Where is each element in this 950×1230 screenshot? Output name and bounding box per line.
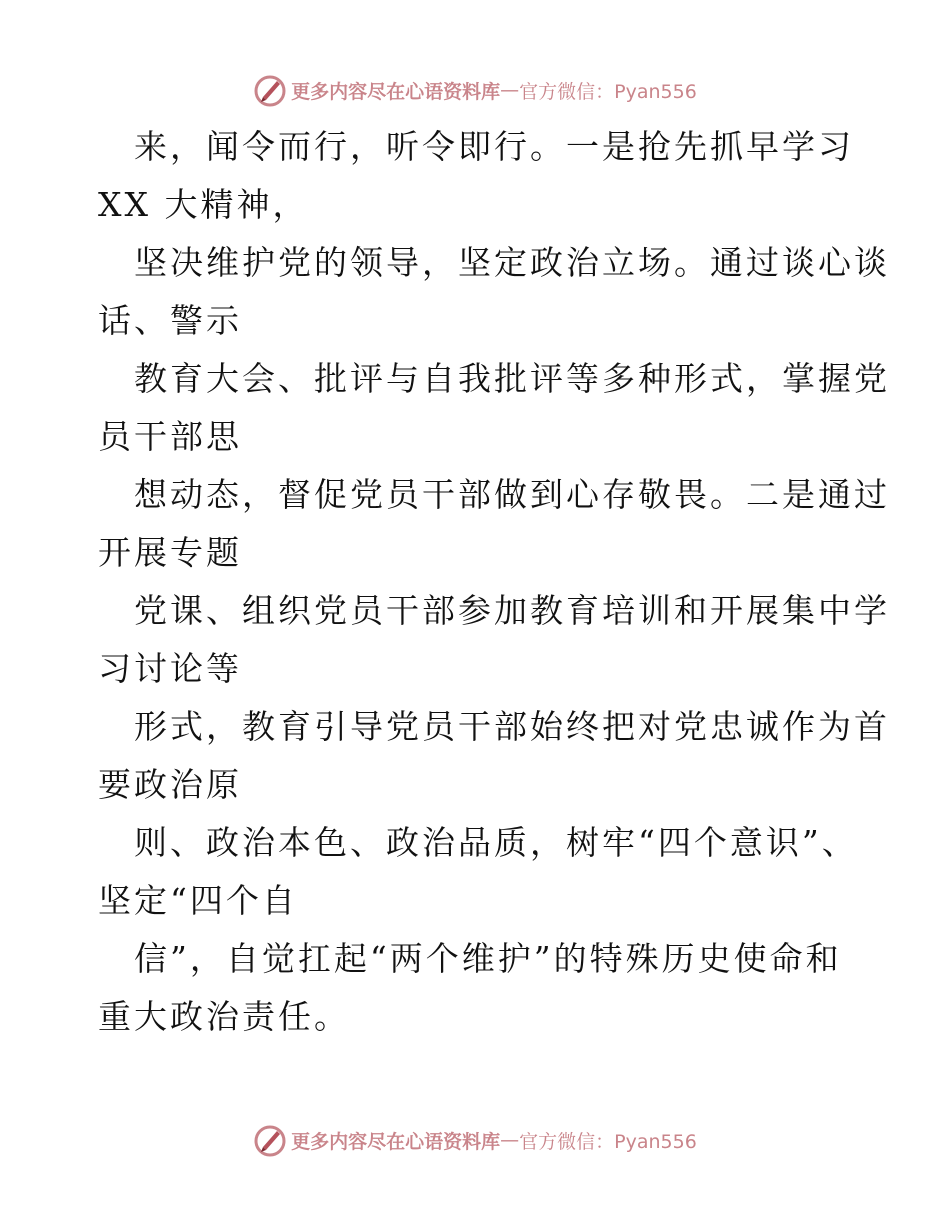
footer-watermark <box>0 1120 950 1160</box>
watermark-main-text: 更多内容尽在心语资料库 <box>291 80 501 103</box>
text-line: 形式，教育引导党员干部始终把对党忠诚作为首 <box>134 707 890 746</box>
text-line: XX 大精神， <box>98 185 309 224</box>
text-line: 想动态，督促党员干部做到心存敬畏。二是通过 <box>134 475 890 514</box>
watermark-dash: — <box>500 1129 520 1151</box>
text-line: 党课、组织党员干部参加教育培训和开展集中学 <box>134 591 890 630</box>
text-line: 员干部思 <box>98 417 242 456</box>
watermark-wechat-text: 官方微信：Pyan556 <box>519 1130 697 1153</box>
text-line: 重大政治责任。 <box>98 997 350 1036</box>
watermark-dash: — <box>500 79 520 101</box>
text-line: 要政治原 <box>98 765 242 804</box>
text-line: 开展专题 <box>98 533 242 572</box>
document-body <box>98 118 890 1046</box>
text-line: 坚决维护党的领导，坚定政治立场。通过谈心谈 <box>134 243 890 282</box>
text-line: 习讨论等 <box>98 649 242 688</box>
text-line: 来，闻令而行，听令即行。一是抢先抓早学习 <box>134 127 854 166</box>
text-line: 话、警示 <box>98 301 242 340</box>
watermark-main-text: 更多内容尽在心语资料库 <box>291 1130 501 1153</box>
text-line: 则、政治本色、政治品质，树牢“四个意识”、 <box>134 823 858 862</box>
pen-logo-icon <box>253 73 287 107</box>
text-line: 教育大会、批评与自我批评等多种形式，掌握党 <box>134 359 890 398</box>
text-line: 信”，自觉扛起“两个维护”的特殊历史使命和 <box>134 939 842 978</box>
text-line: 坚定“四个自 <box>98 881 298 920</box>
pen-logo-icon <box>253 1123 287 1157</box>
watermark-wechat-text: 官方微信：Pyan556 <box>519 80 697 103</box>
header-watermark <box>0 70 950 110</box>
